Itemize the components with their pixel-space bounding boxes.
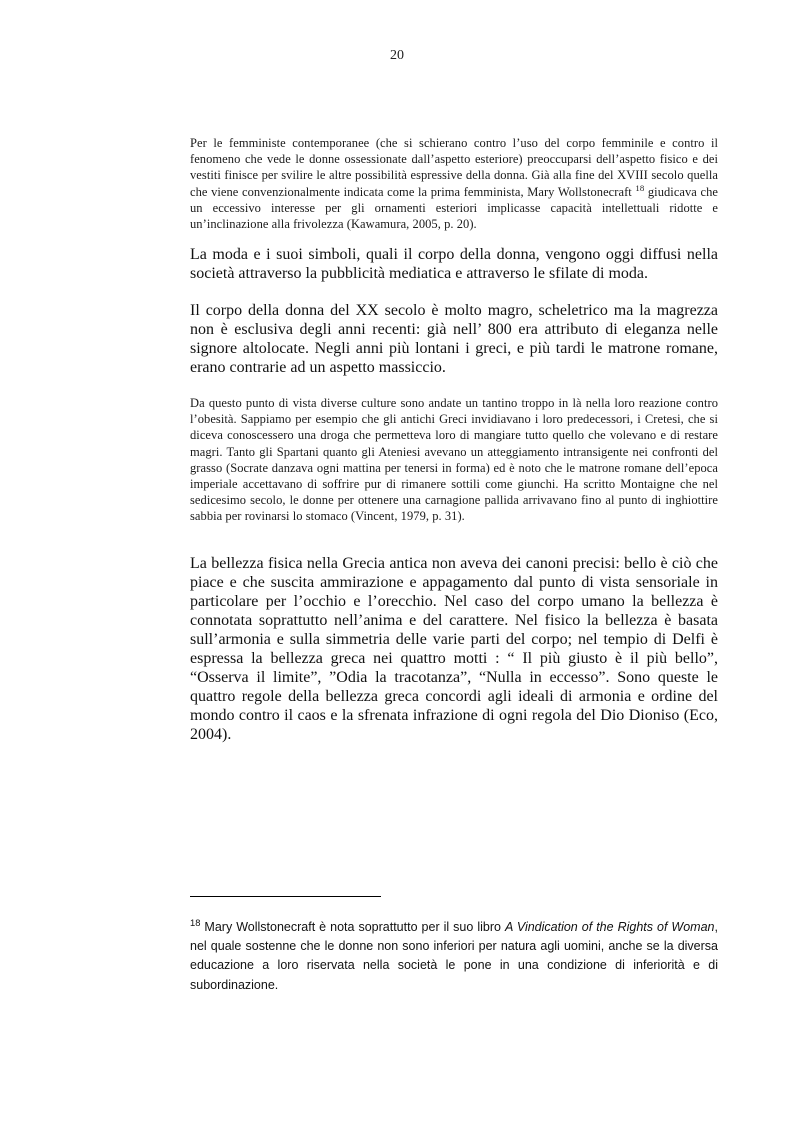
quote-text-part2: giudicava che un eccessivo interesse per gli ornamenti esteriori implicasse capacità intellettuali ridotte e un’inclinazione alla frivolezza (Kawamura, 2005, p. 20). <box>190 184 718 232</box>
block-quote-feminists <box>190 135 718 232</box>
page-number: 20 <box>390 48 404 63</box>
footnote-text-part1: Mary Wollstonecraft è nota soprattutto per il suo libro <box>200 920 505 934</box>
footnote-separator <box>190 896 381 897</box>
paragraph-fashion-symbols: La moda e i suoi simboli, quali il corpo della donna, vengono oggi diffusi nella società attraverso la pubblicità mediatica e attraverso le sfilate di moda. <box>190 246 718 282</box>
footnote-number: 18 <box>190 917 201 928</box>
paragraph-greek-beauty: La bellezza fisica nella Grecia antica non aveva dei canoni precisi: bello è ciò che piace e che suscita ammirazione e appagamento dal punto di vista sensoriale in particolare per l’occhio e l’orecchio. Nel caso del corpo umano la bellezza è connotata soprattutto nell’anima e del carattere. Nel fisico la bellezza è basata sull’armonia e sulla simmetria delle varie parti del corpo; nel tempio di Delfi è espressa la bellezza greca nei quattro motti : “ Il più giusto è il più bello”, “Osserva il limite”, ”Odia la tracotanza”, “Nulla in eccesso”. Sono queste le quattro regole della bellezza greca concordi agli ideali di armonia e ordine del mondo contro il caos e la sfrenata infrazione di ogni regola del Dio Dioniso (Eco, 2004). <box>190 555 718 743</box>
block-quote-vincent: Da questo punto di vista diverse culture sono andate un tantino troppo in là nella loro reazione contro l’obesità. Sappiamo per esempio che gli antichi Greci invidiavano i loro predecessori, i Cretesi, che si diceva conoscessero una droga che permetteva loro di mangiare tutto quello che volevano e di restare magri. Tanto gli Spartani quanto gli Ateniesi avevano un atteggiamento intransigente nei confronti del grasso (Socrate danzava ogni mattina per tenersi in forma) ed è noto che le matrone romane dell’epoca imperiale accettavano di soffrire pur di rimanere sottili come giunchi. Ha scritto Montaigne che nel sedicesimo secolo, le donne per ottenere una carnagione pallida arrivavano fino al punto di inghiottire sabbia per rovinarsi lo stomaco (Vincent, 1979, p. 31). <box>190 396 718 524</box>
footnote-text-part2: , nel quale sostenne che le donne non sono inferiori per natura agli uomini, anche se la diversa educazione a loro riservata nella società le pone in una condizione di inferiorità e di subordinazione. <box>190 920 718 992</box>
footnote <box>190 918 718 995</box>
footnote-ref[interactable]: 18 <box>635 182 645 193</box>
paragraph-thin-body: Il corpo della donna del XX secolo è molto magro, scheletrico ma la magrezza non è esclusiva degli anni recenti: già nell’ 800 era attributo di eleganza nelle signore altolocate. Negli anni più lontani i greci, e più tardi le matrone romane, erano contrarie ad un aspetto massiccio. <box>190 302 718 376</box>
footnote-book-title: A Vindication of the Rights of Woman <box>504 920 715 934</box>
quote-text-part1: Per le femministe contemporanee (che si schierano contro l’uso del corpo femminile e contro il fenomeno che vede le donne ossessionate dall’aspetto esteriore) preoccuparsi dell’aspetto fisico e dei vestiti finisce per svilire le altre possibilità espressive della donna. Già alla fine del XVIII secolo quella che viene convenzionalmente indicata come la prima femminista, Mary Wollstonecraft <box>190 136 718 199</box>
